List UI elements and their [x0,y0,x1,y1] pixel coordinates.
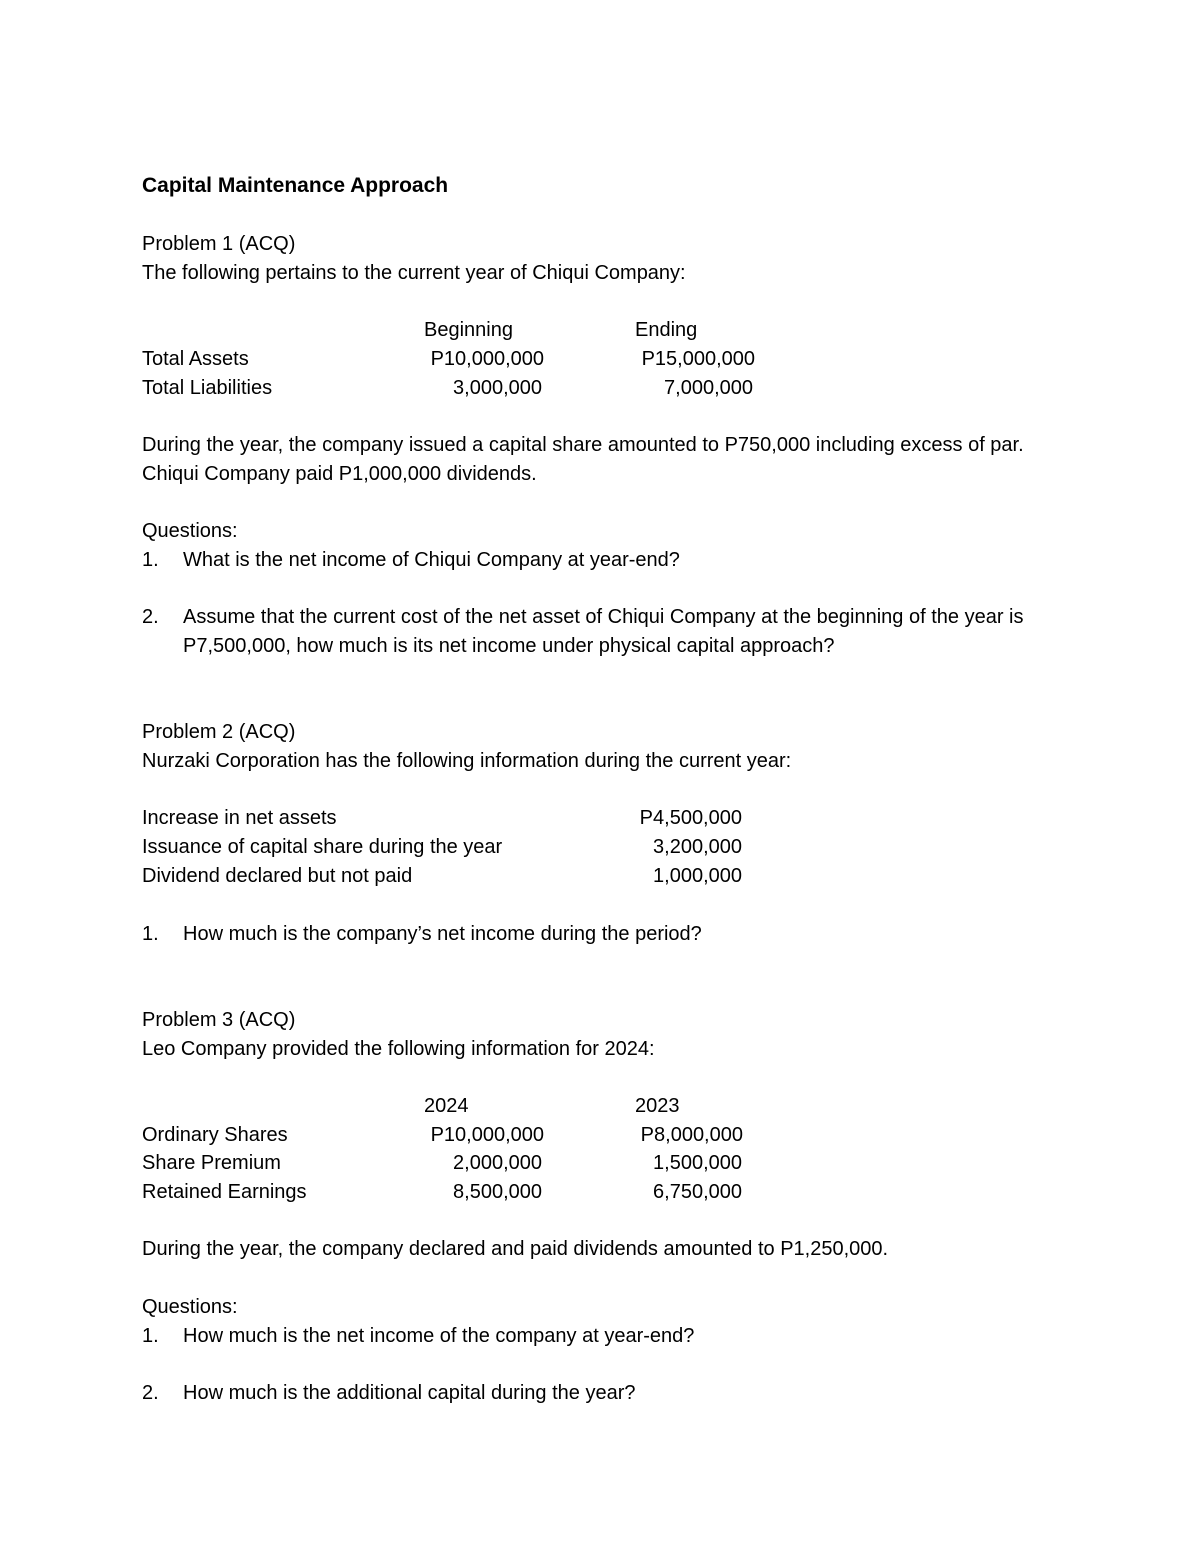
problem1-heading: Problem 1 (ACQ) [142,233,296,255]
problem1-row-beginning: 3,000,000 [453,377,542,399]
problem1-row-label: Total Liabilities [142,377,273,399]
problem1-intro: The following pertains to the current year of Chiqui Company: [142,262,686,284]
problem3-row-label: Ordinary Shares [142,1124,288,1146]
problem2-row-label: Increase in net assets [142,807,337,829]
problem2-row-value: 3,200,000 [653,836,742,858]
problem3-row-2023: P8,000,000 [640,1124,743,1146]
problem2-row-label: Issuance of capital share during the year [142,836,503,858]
question-number: 2. [142,606,159,628]
question-text: How much is the net income of the company at year-end? [183,1325,695,1347]
question-number: 1. [142,923,159,945]
question-text: What is the net income of Chiqui Company at year-end? [183,549,680,571]
question-text: How much is the company’s net income during the period? [183,923,702,945]
problem3-row-2024: P10,000,000 [430,1124,544,1146]
problem2-row-value: 1,000,000 [653,865,742,887]
question-number: 2. [142,1382,159,1404]
problem1-row-ending: 7,000,000 [664,377,753,399]
problem3-questions-label: Questions: [142,1296,238,1318]
problem1-row-beginning: P10,000,000 [430,348,544,370]
problem2-row-label: Dividend declared but not paid [142,865,413,887]
problem1-questions-label: Questions: [142,520,238,542]
page-title: Capital Maintenance Approach [142,174,449,197]
problem2-intro: Nurzaki Corporation has the following information during the current year: [142,750,792,772]
problem3-row-2023: 6,750,000 [653,1181,742,1203]
problem1-row-label: Total Assets [142,348,249,370]
problem3-row-2024: 8,500,000 [453,1181,542,1203]
problem3-row-label: Share Premium [142,1152,281,1174]
problem3-intro: Leo Company provided the following information for 2024: [142,1038,655,1060]
problem3-row-2023: 1,500,000 [653,1152,742,1174]
question-number: 1. [142,1325,159,1347]
question-text: How much is the additional capital during the year? [183,1382,636,1404]
problem2-heading: Problem 2 (ACQ) [142,721,296,743]
problem3-row-label: Retained Earnings [142,1181,307,1203]
question-number: 1. [142,549,159,571]
problem2-row-value: P4,500,000 [639,807,742,829]
question-text: Assume that the current cost of the net asset of Chiqui Company at the beginning of the year is P7,500,000, how much is its net income under physical capital approach? [183,606,1024,657]
problem3-col-2023: 2023 [635,1095,680,1117]
problem1-row-ending: P15,000,000 [641,348,755,370]
problem1-col-beginning: Beginning [424,319,513,341]
problem3-narrative: During the year, the company declared and paid dividends amounted to P1,250,000. [142,1238,889,1260]
problem1-narrative: During the year, the company issued a capital share amounted to P750,000 including excess of par. Chiqui Company paid P1,000,000 dividends. [142,434,1024,485]
problem1-col-ending: Ending [635,319,698,341]
problem3-row-2024: 2,000,000 [453,1152,542,1174]
problem3-heading: Problem 3 (ACQ) [142,1009,296,1031]
problem3-col-2024: 2024 [424,1095,469,1117]
